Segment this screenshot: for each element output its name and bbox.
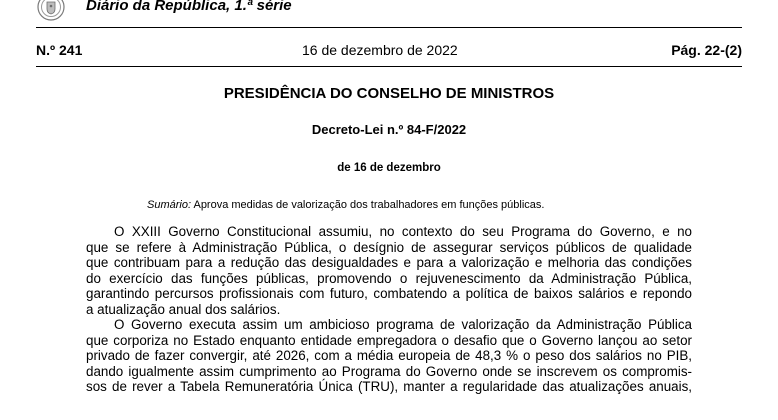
issue-number: N.º 241	[36, 42, 83, 58]
body-line: privado de fazer convergir, até 2026, com a média europeia de 48,3 % o peso dos salários no PIB,	[86, 348, 692, 363]
body-line: que corporiza no Estado enquanto entidade empregadora o desafio que o Governo lançou ao setor	[86, 332, 692, 348]
summary	[147, 199, 544, 211]
body-line: O XXIII Governo Constitucional assumiu, no contexto do seu Programa do Governo, e no	[114, 224, 692, 239]
body-text	[86, 224, 692, 395]
meta-divider	[36, 66, 742, 67]
journal-title: Diário da República, 1.ª série	[86, 0, 292, 14]
body-line: do exercício das funções públicas, promovendo o rejuvenescimento da Administração Pública,	[86, 270, 692, 286]
decree-title: Decreto-Lei n.º 84-F/2022	[311, 122, 467, 137]
decree-date: de 16 de dezembro	[337, 162, 441, 174]
coat-of-arms-icon	[36, 0, 66, 22]
ministry-heading: PRESIDÊNCIA DO CONSELHO DE MINISTROS	[223, 85, 555, 102]
summary-text: Aprova medidas de valorização dos trabalhadores em funções públicas.	[191, 199, 545, 211]
body-line: que contribuam para a redução das desigualdades e para a valorização e melhoria das condições	[86, 255, 692, 270]
body-line: O Governo executa assim um ambicioso programa de valorização da Administração Pública	[114, 317, 692, 332]
body-line: dando igualmente assim cumprimento ao Programa do Governo onde se inscrevem os compromis-	[86, 363, 692, 379]
body-line: sos de rever a Tabela Remuneratória Única (TRU), manter a regularidade das atualizações anuais,	[86, 379, 692, 394]
body-line: que se refere à Administração Pública, o desígnio de assegurar serviços públicos de qualidade	[86, 239, 692, 255]
body-line: a atualização anual dos salários.	[86, 301, 281, 317]
summary-label: Sumário:	[147, 199, 192, 211]
issue-date: 16 de dezembro de 2022	[302, 42, 458, 58]
body-line: garantindo percursos profissionais com futuro, combatendo a política de baixos salários e repondo	[86, 286, 692, 301]
header-divider	[36, 27, 742, 28]
page-number: Pág. 22-(2)	[671, 42, 742, 58]
